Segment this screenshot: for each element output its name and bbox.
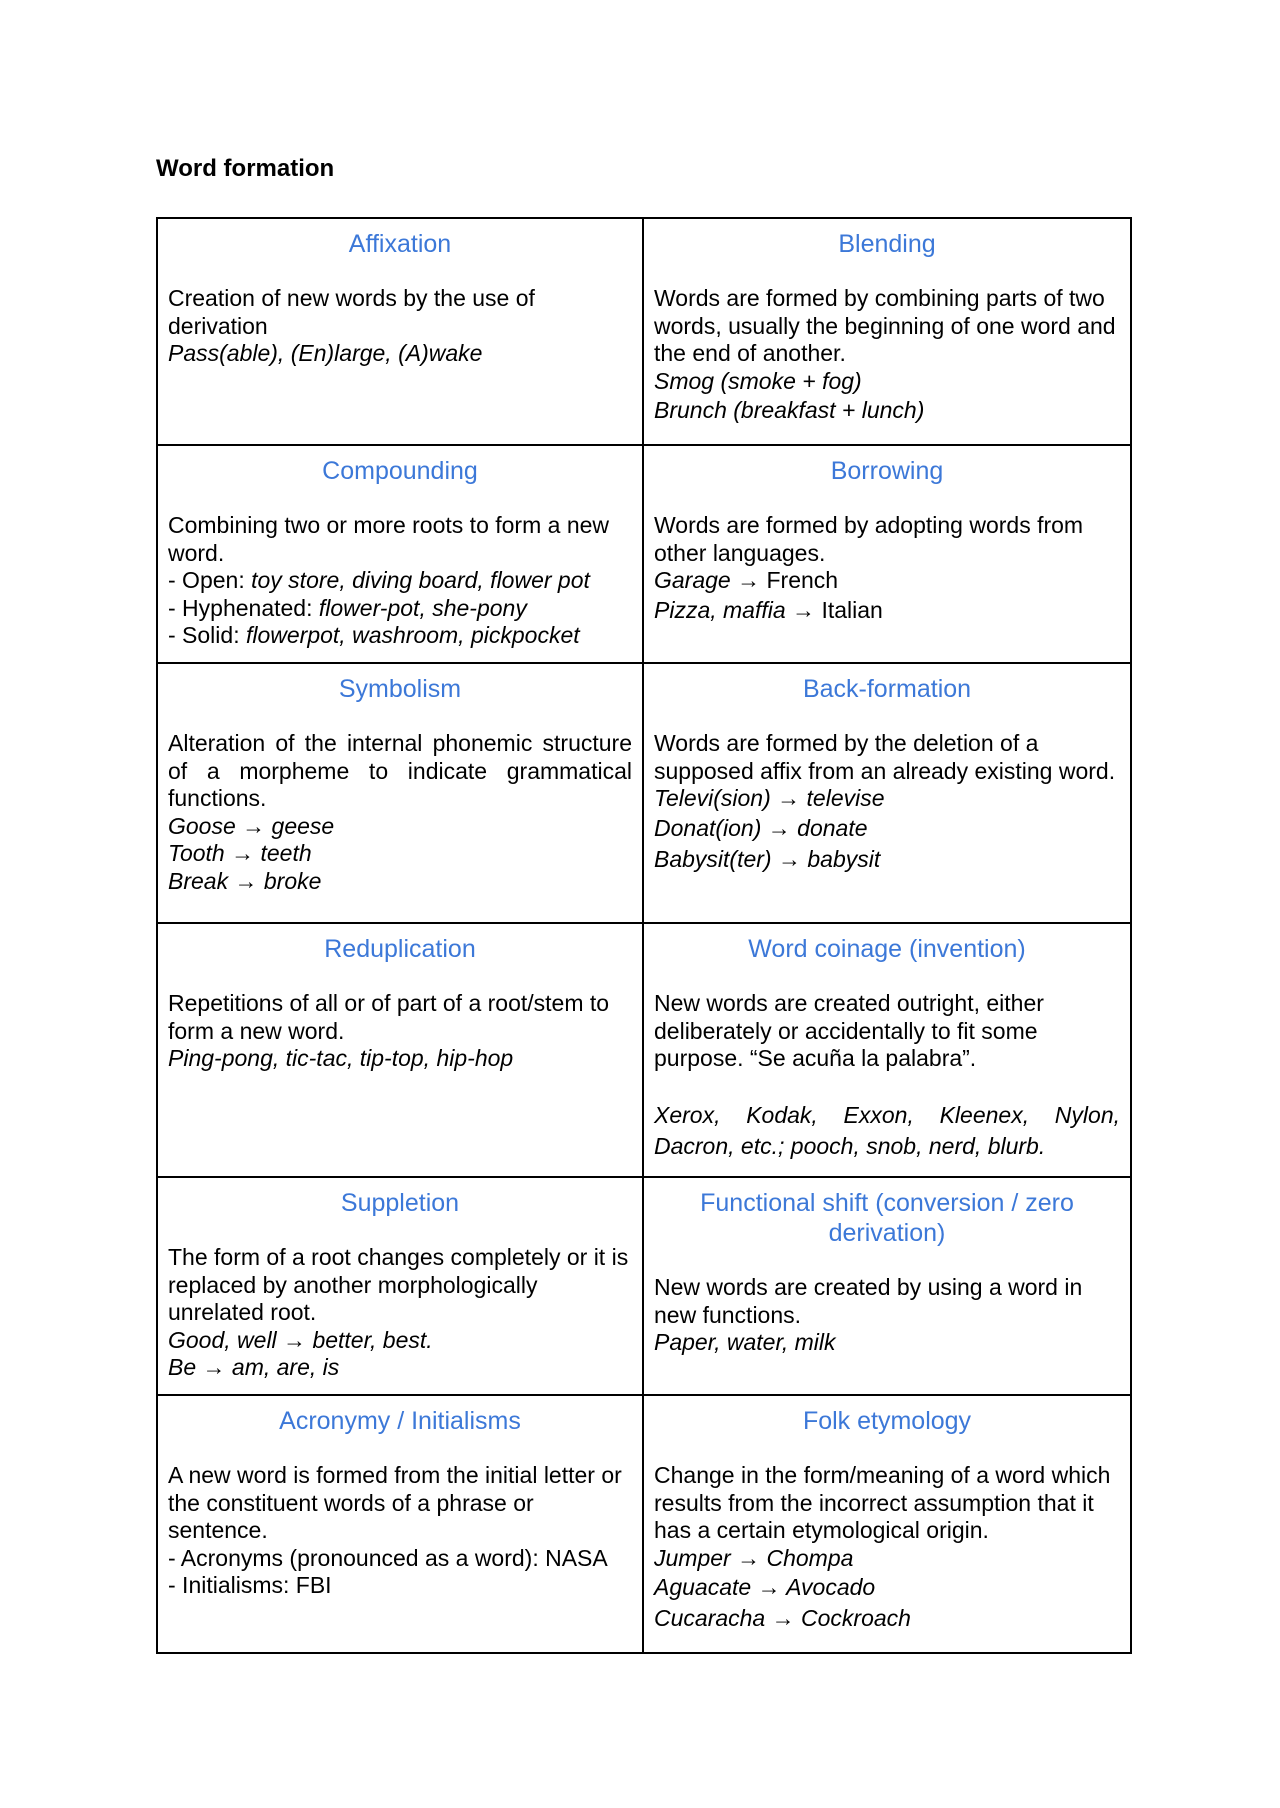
cell-example: Break → broke (168, 867, 322, 894)
compound-type-label: - Hyphenated: (168, 594, 319, 621)
cell-description: Words are formed by the deletion of a supposed affix from an already existing word. (654, 730, 1116, 784)
cell-description: The form of a root changes completely or it is replaced by another morphologically unrelated root. (168, 1244, 629, 1325)
cell-description: Words are formed by combining parts of two words, usually the beginning of one word and the end of another. (654, 285, 1116, 366)
cell-word-coinage (644, 924, 1130, 1178)
borrowing-example (654, 595, 1120, 626)
cell-compounding (158, 446, 644, 664)
cell-example: Brunch (breakfast + lunch) (654, 397, 925, 423)
cell-description: Change in the form/meaning of a word which results from the incorrect assumption that it has a certain etymological origin. (654, 1462, 1111, 1543)
cell-symbolism (158, 664, 644, 924)
compound-type-hyphenated (168, 595, 632, 623)
compound-type-open (168, 567, 632, 595)
page-title: Word formation (156, 155, 335, 182)
compound-type-examples: flower-pot, she-pony (318, 594, 527, 621)
cell-heading: Symbolism (338, 675, 462, 703)
compound-type-label: - Solid: (168, 622, 246, 648)
cell-heading: Functional shift (conversion / zero derivation) (700, 1189, 1074, 1247)
cell-example: Pass(able), (En)large, (A)wake (168, 340, 483, 366)
cell-description: A new word is formed from the initial letter or the constituent words of a phrase or sentence. (168, 1462, 622, 1543)
cell-description: Creation of new words by the use of derivation (168, 285, 535, 339)
cell-affixation (158, 219, 644, 446)
cell-example: Goose → geese (168, 812, 335, 839)
cell-example: Good, well → better, best. (168, 1326, 433, 1353)
compound-type-label: - Open: (168, 567, 252, 593)
cell-example: Jumper → Chompa (654, 1544, 854, 1571)
word-formation-table (156, 217, 1132, 1654)
cell-example: Aguacate → Avocado (654, 1574, 876, 1600)
cell-example: Televi(sion) → televise (654, 785, 885, 811)
cell-blending (644, 219, 1130, 446)
cell-heading: Back-formation (802, 675, 972, 703)
acronym-type: - Initialisms: FBI (168, 1572, 332, 1598)
cell-heading: Reduplication (324, 935, 476, 963)
borrowed-word: Garage (654, 567, 731, 593)
cell-back-formation (644, 664, 1130, 924)
cell-example: Ping-pong, tic-tac, tip-top, hip-hop (168, 1045, 514, 1071)
cell-description: New words are created by using a word in new functions. (654, 1274, 1083, 1328)
cell-heading: Borrowing (830, 457, 944, 485)
cell-heading: Suppletion (340, 1189, 460, 1217)
cell-heading: Affixation (348, 230, 452, 258)
borrowing-example (654, 567, 1120, 595)
cell-example: Be → am, are, is (168, 1354, 340, 1380)
cell-description: Repetitions of all or of part of a root/stem to form a new word. (168, 990, 610, 1044)
cell-heading: Blending (838, 230, 936, 258)
cell-description: Combining two or more roots to form a new word. (168, 512, 610, 566)
cell-example: Cucaracha → Cockroach (654, 1605, 911, 1631)
cell-heading: Folk etymology (802, 1407, 972, 1435)
compound-type-examples: toy store, diving board, flower pot (251, 567, 590, 593)
acronym-type: - Acronyms (pronounced as a word): NASA (168, 1544, 608, 1571)
cell-description: Words are formed by adopting words from other languages. (654, 512, 1084, 566)
cell-example: Xerox, Kodak, Exxon, Kleenex, Nylon, Dacron, etc.; pooch, snob, nerd, blurb. (654, 1101, 1120, 1159)
arrow: → (730, 567, 767, 593)
cell-example: Smog (smoke + fog) (654, 367, 862, 394)
cell-example: Donat(ion) → donate (654, 814, 868, 841)
cell-heading: Word coinage (invention) (748, 935, 1026, 963)
cell-functional-shift (644, 1178, 1130, 1396)
cell-heading: Acronymy / Initialisms (279, 1407, 521, 1435)
cell-acronymy (158, 1396, 644, 1652)
cell-reduplication (158, 924, 644, 1178)
cell-description: New words are created outright, either deliberately or accidentally to fit some purpose. “Se acuña la palabra”. (654, 990, 1044, 1071)
cell-folk-etymology (644, 1396, 1130, 1652)
cell-suppletion (158, 1178, 644, 1396)
cell-borrowing (644, 446, 1130, 664)
cell-heading: Compounding (322, 457, 478, 485)
source-language: Italian (821, 596, 883, 623)
compound-type-examples: flowerpot, washroom, pickpocket (245, 622, 580, 648)
compound-type-solid (168, 622, 632, 650)
arrow: → (785, 596, 822, 623)
source-language: French (766, 567, 839, 593)
cell-example: Tooth → teeth (168, 840, 312, 866)
cell-example: Babysit(ter) → babysit (654, 845, 881, 872)
borrowed-word: Pizza, maffia (654, 596, 786, 623)
cell-example: Paper, water, milk (654, 1329, 836, 1355)
spacer (654, 1073, 1120, 1100)
cell-description: Alteration of the internal phonemic structure of a morpheme to indicate grammatical functions. (168, 730, 632, 811)
